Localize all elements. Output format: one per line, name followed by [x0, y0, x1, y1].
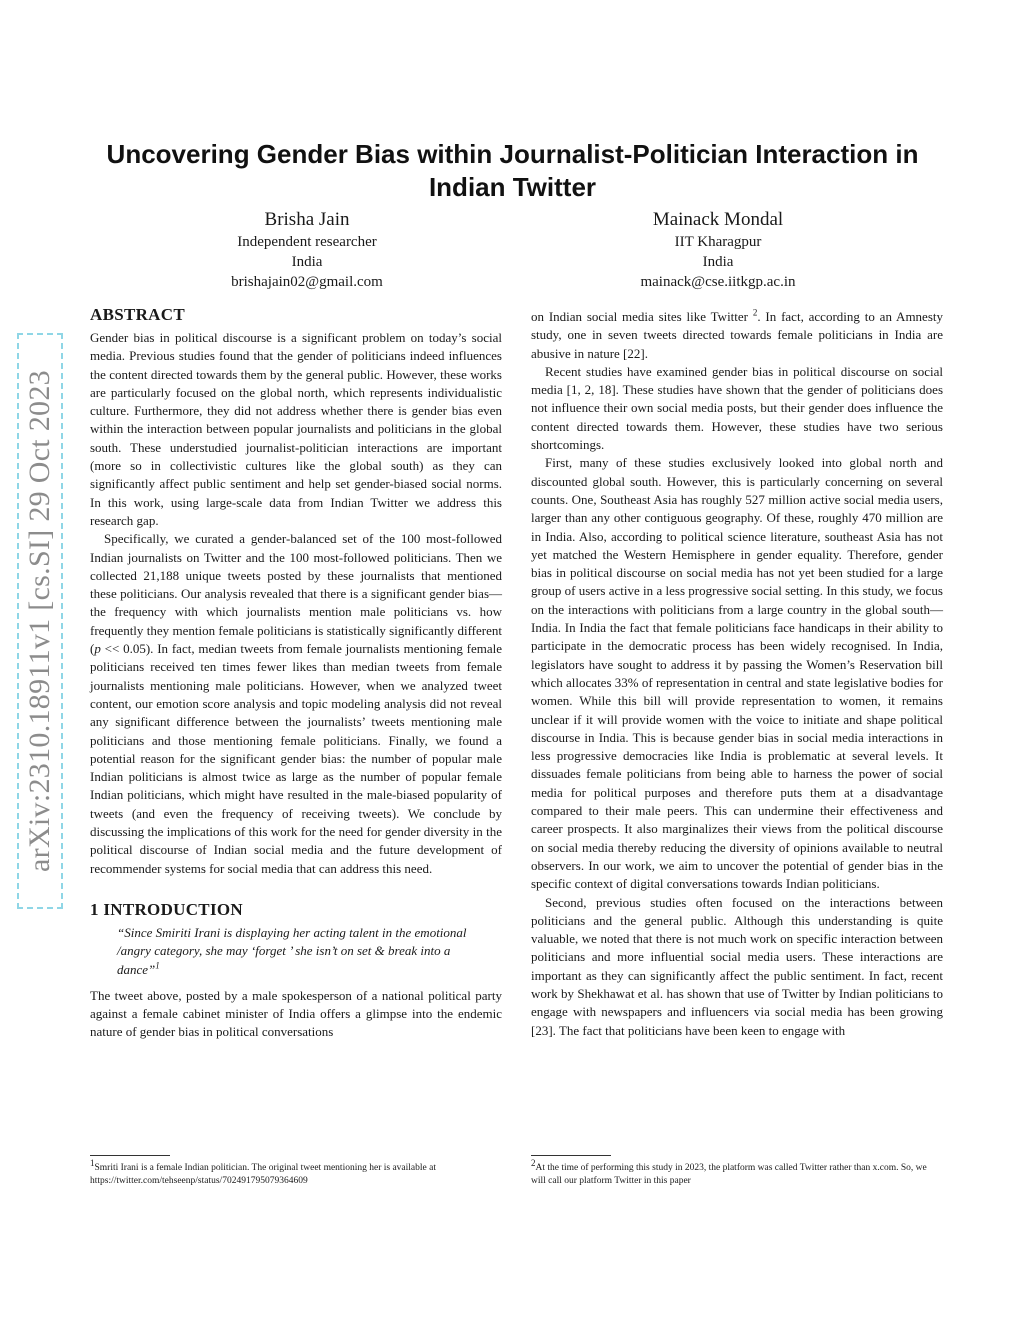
author-email: brishajain02@gmail.com	[231, 274, 383, 290]
footnote-rule	[531, 1155, 611, 1156]
author-affiliation: IIT Kharagpur	[674, 234, 762, 250]
introduction-heading: 1 INTRODUCTION	[90, 899, 243, 919]
left-column	[90, 305, 502, 1042]
author-country: India	[291, 254, 323, 270]
introduction-paragraph-1: The tweet above, posted by a male spokesperson of a national political party against a female cabinet minister of India offers a glimpse into the endemic nature of gender bias in political conversations	[90, 987, 502, 1040]
footnote-marker-2: 2	[752, 307, 758, 318]
abstract-heading: ABSTRACT	[90, 305, 185, 324]
author-country: India	[702, 254, 734, 270]
author-block-2	[553, 209, 883, 292]
author-block-1	[142, 209, 472, 292]
p-value-symbol: p	[94, 641, 101, 657]
author-name: Mainack Mondal	[652, 209, 784, 230]
author-email: mainack@cse.iitkgp.ac.in	[640, 274, 796, 290]
arxiv-stamp	[17, 333, 63, 909]
author-affiliation: Independent researcher	[237, 234, 377, 250]
author-name: Brisha Jain	[264, 209, 350, 230]
right-p0-text-b: . In fact, according to an Amnesty study, one in seven tweets directed towards female politicians in India are abusive in nature [22].	[531, 309, 943, 361]
abstract-paragraph-2	[90, 530, 502, 878]
right-paragraph-1: Recent studies have examined gender bias in political discourse on social media [1, 2, 18]. These studies have shown that the gender of politicians does not influence their own social media posts, but their gender does influence the content directed towards them. However, these studies have two serious shortcomings.	[531, 363, 943, 453]
right-column	[531, 308, 943, 1040]
paper-title: Uncovering Gender Bias within Journalist-Politician Interaction in Indian Twitter	[106, 139, 919, 202]
abstract-paragraph-1: Gender bias in political discourse is a significant problem on today’s social media. Previous studies found that the gender of politicians indeed influences the content directed towards them by the general public. However, these works are particularly focused on the global north, which represents individualistic culture. Furthermore, they did not address whether there is gender bias even within the interaction between popular journalists and politicians in the global south. These understudied journalist-politician interactions are important (more so in collectivistic cultures like the global south) as they can significantly affect public sentiment and help set gender-biased social norms. In this work, using large-scale data from Indian Twitter we address this research gap.	[90, 330, 502, 528]
abstract-p2-text-a: Specifically, we curated a gender-balanced set of the 100 most-followed Indian journalists on Twitter and the 100 most-followed politicians. Then we collected 21,188 unique tweets posted by these journalists that mentioned these politicians. Our analysis revealed that there is a significant gender bias—the frequency with which journalists mention male politicians vs. how frequently they mention female politicians is statistically significantly different (	[90, 531, 502, 657]
footnote-1-text: Smriti Irani is a female Indian politician. The original tweet mentioning her is available at https://twitter.com/tehseenp/status/702491795079364609	[90, 1163, 436, 1186]
footnote-1	[90, 1155, 502, 1188]
arxiv-stamp-text: arXiv:2310.18911v1 [cs.SI] 29 Oct 2023	[23, 370, 56, 872]
abstract-p2-text-b: << 0.05). In fact, median tweets from female journalists mentioning female politicians received ten times fewer likes than median tweets from female journalists mentioning male politicians. However, when we analyzed tweet content, our emotion score analysis and topic modeling analysis did not reveal any significant difference between the journalists’ tweets mentioning male politicians and those mentioning female politicians. Finally, we found a potential reason for the significant gender bias: the number of popular male Indian politicians is almost twice as large as the number of popular female Indian politicians, which might have resulted in the male-biased popularity of tweets (and even the frequency of receiving tweets). We conclude by discussing the implications of this work for the need for gender diversity in the political discourse of Indian social media and the future development of recommender systems for social media that can address this need.	[90, 641, 502, 876]
right-paragraph-0	[531, 308, 943, 363]
footnote-2-mark: 2	[531, 1157, 536, 1168]
footnote-2	[531, 1155, 943, 1188]
right-paragraph-3: Second, previous studies often focused on the interactions between politicians and the general public. Although this understanding is quite valuable, we noted that there is not much work on specific interaction between politicians and more influential social media users. These interactions are important as they can significantly affect the public sentiment. In fact, recent work by Shekhawat et al. has shown that use of Twitter by Indian politicians to engage with newspapers and influencers via social media has been growing [23]. The fact that politicians have been keen to engage with	[531, 894, 943, 1038]
epigraph-text: “Since Smiriti Irani is displaying her acting talent in the emotional /angry category, she may ‘forget ’ she isn’t on set & break into a dance”	[117, 924, 467, 977]
footnote-marker-1: 1	[155, 960, 160, 971]
footnote-rule	[90, 1155, 170, 1156]
right-p0-text-a: on Indian social media sites like Twitter	[531, 309, 753, 324]
footnote-1-mark: 1	[90, 1157, 95, 1168]
right-paragraph-2: First, many of these studies exclusively looked into global north and discounted global south. However, this is particularly concerning on several counts. One, Southeast Asia has roughly 527 million active social media users, larger than any other contiguous geography. Of these, roughly 470 million are in India. Also, according to political science literature, southeast Asia has not yet matched the Western Hemisphere in gender equality. Therefore, gender bias in political discourse on social media has not yet been studied for a large group of users active in a less progressive social setting. In this study, we focus on the interactions with politicians from a large country in the global south—India. In India the fact that female politicians face handicaps in their ability to participate in the democratic process has been widely recognised. In India, legislators have sought to address it by passing the Women’s Reservation bill which allocates 33% of representation in central and state legislative bodies for women. While this bill will provide representation to women, it remains unclear if it will provide women with the voice to initiate and shape political discourse in India. This is because gender bias in social media interactions in less progressive democracies like India is problematic at several levels. It dissuades female politicians from being able to harness the power of social media for political purposes and therefore puts them at a disadvantage compared to their male peers. This can undermine their effectiveness and career prospects. It also marginalizes their views from the political discourse on social media thereby reducing the diversity of opinions available to neutral observers. In our work, we aim to uncover the potential of gender bias in the specific context of digital conversations towards Indian politicians.	[531, 455, 943, 892]
footnote-2-text: At the time of performing this study in 2023, the platform was called Twitter rather than x.com. So, we will call our platform Twitter in this paper	[531, 1163, 927, 1186]
epigraph-quote	[117, 924, 475, 979]
